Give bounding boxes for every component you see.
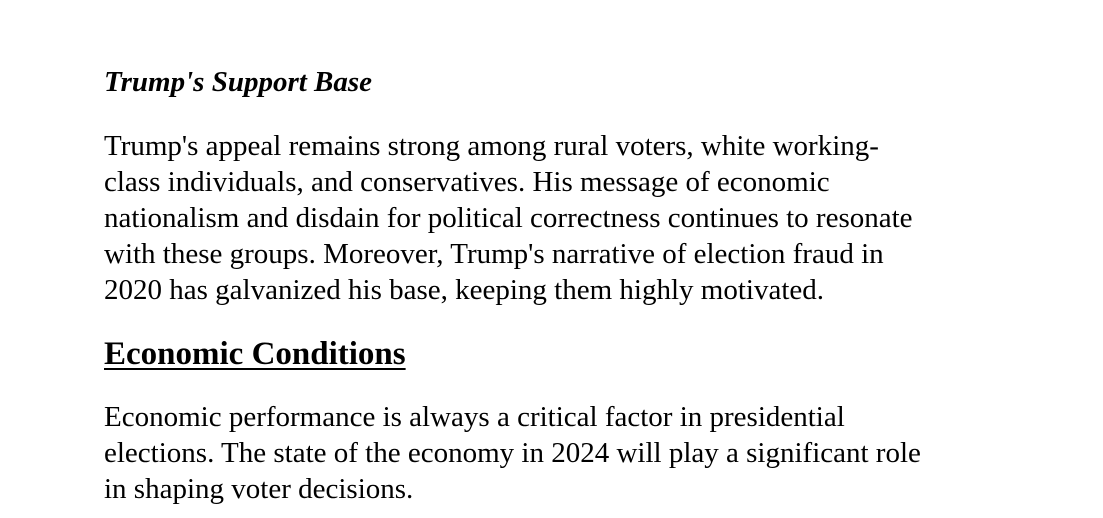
paragraph-line: nationalism and disdain for political correctness continues to resonate bbox=[104, 202, 913, 234]
paragraph-line: Economic performance is always a critical factor in presidential bbox=[104, 401, 845, 433]
paragraph-support-base bbox=[104, 128, 984, 308]
paragraph-economic-conditions bbox=[104, 399, 984, 507]
paragraph-line: with these groups. Moreover, Trump's narrative of election fraud in bbox=[104, 238, 884, 270]
paragraph-line: in shaping voter decisions. bbox=[104, 473, 414, 505]
section-heading-economic-conditions: Economic Conditions bbox=[104, 336, 406, 372]
paragraph-line: class individuals, and conservatives. His message of economic bbox=[104, 166, 830, 198]
paragraph-line: 2020 has galvanized his base, keeping them highly motivated. bbox=[104, 274, 825, 306]
paragraph-line: elections. The state of the economy in 2024 will play a significant role bbox=[104, 437, 921, 469]
paragraph-line: Trump's appeal remains strong among rural voters, white working- bbox=[104, 130, 879, 162]
section-subheading-support-base: Trump's Support Base bbox=[104, 66, 373, 98]
